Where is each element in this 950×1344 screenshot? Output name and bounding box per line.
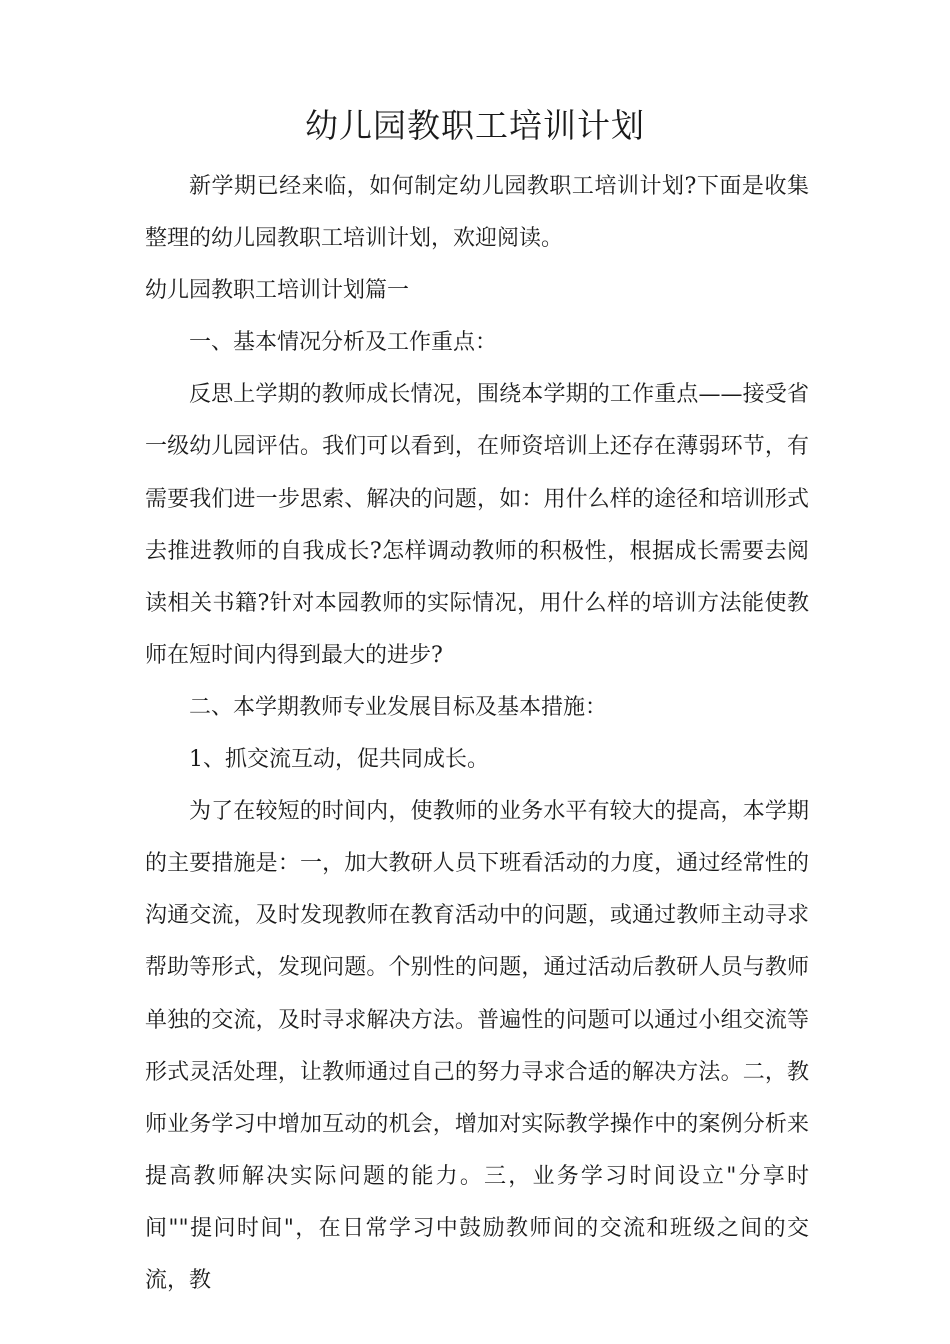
measures-paragraph: 为了在较短的时间内，使教师的业务水平有较大的提高，本学期的主要措施是：一，加大教研人员下班看活动的力度，通过经常性的沟通交流，及时发现教师在教育活动中的问题，或通过教师主动寻求帮助等形式，发现问题。个别性的问题，通过活动后教研人员与教师单独的交流，及时寻求解决方法。普遍性的问题可以通过小组交流等形式灵活处理，让教师通过自己的努力寻求合适的解决方法。二，教师业务学习中增加互动的机会，增加对实际教学操作中的案例分析来提高教师解决实际问题的能力。三，业务学习时间设立"分享时间""提问时间"，在日常学习中鼓励教师间的交流和班级之间的交流，教 — [145, 799, 809, 1293]
subheading-basic-situation: 一、基本情况分析及工作重点： — [189, 330, 498, 356]
subheading-goals-measures: 二、本学期教师专业发展目标及基本措施： — [189, 694, 608, 720]
document-body — [145, 161, 809, 1307]
item-heading-exchange: 1、抓交流互动，促共同成长。 — [189, 747, 489, 773]
section-heading: 幼儿园教职工培训计划篇一 — [145, 278, 410, 304]
reflection-paragraph: 反思上学期的教师成长情况，围绕本学期的工作重点——接受省一级幼儿园评估。我们可以看到，在师资培训上还存在薄弱环节，有需要我们进一步思索、解决的问题，如：用什么样的途径和培训形式去推进教师的自我成长?怎样调动教师的积极性，根据成长需要去阅读相关书籍?针对本园教师的实际情况，用什么样的培训方法能使教师在短时间内得到最大的进步? — [145, 382, 809, 668]
intro-paragraph: 新学期已经来临，如何制定幼儿园教职工培训计划?下面是收集整理的幼儿园教职工培训计划，欢迎阅读。 — [145, 174, 809, 252]
document-title: 幼儿园教职工培训计划 — [305, 106, 645, 145]
